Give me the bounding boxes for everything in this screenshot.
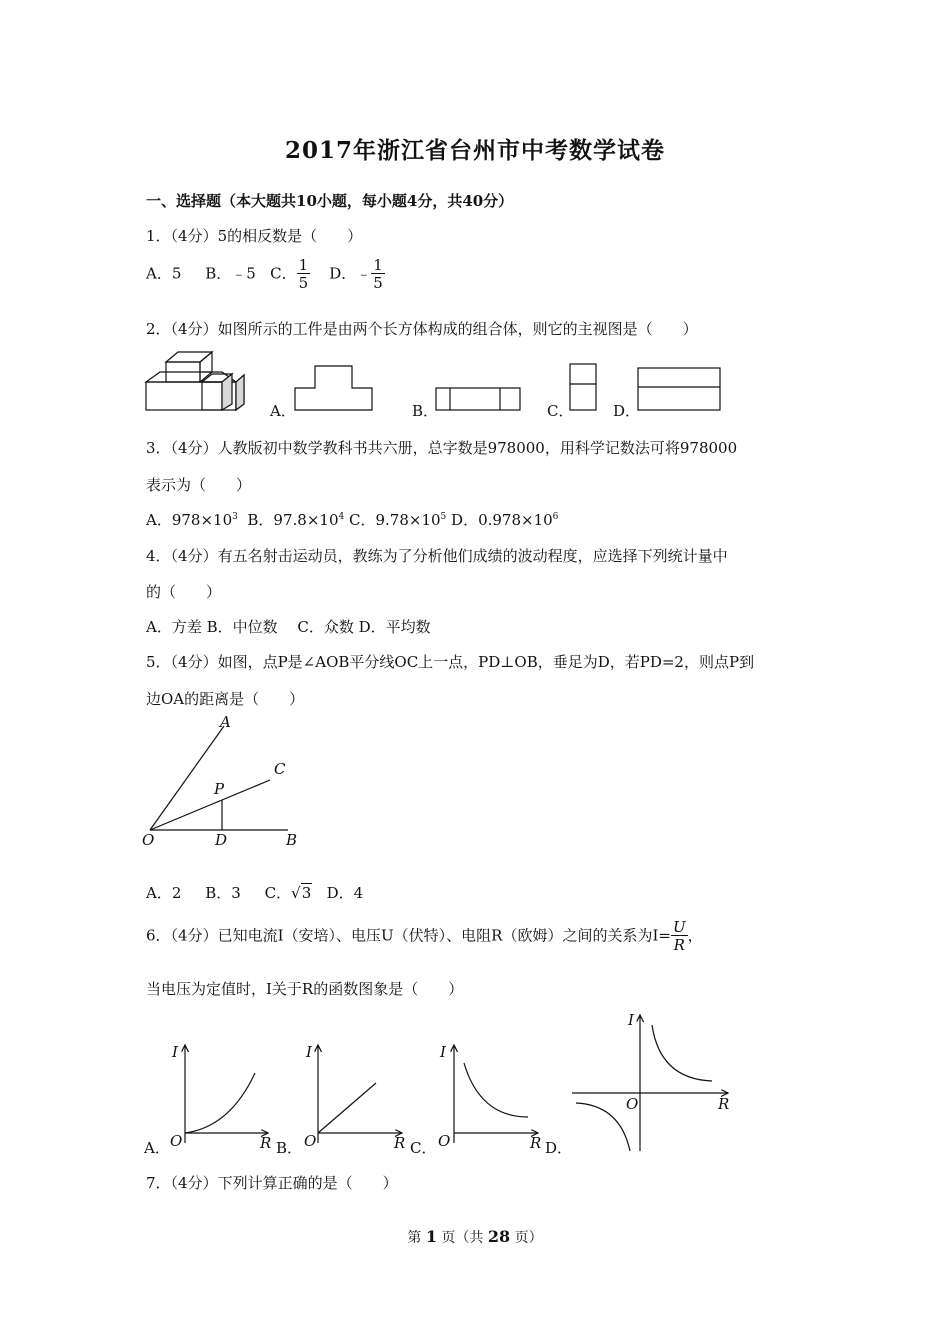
q1-option-b: B．﹣5 (205, 264, 256, 283)
footer-middle: 页（共 (436, 1230, 488, 1246)
section-heading: 一、选择题（本大题共10小题，每小题4分，共40分） (146, 192, 514, 210)
q6-option-a-label: A． (144, 1139, 170, 1157)
q5-option-a: A．2 (146, 884, 182, 902)
graph-c-axis-x: R (530, 1134, 542, 1152)
question-1-options (146, 258, 385, 291)
question-2-figures (140, 350, 740, 420)
q3-option-c: C．9.78×10 (349, 511, 441, 529)
question-5-stem-line1: 5．（4分）如图，点P是∠AOB平分线OC上一点，PD⊥OB，垂足为D，若PD=2，则点P到 (146, 653, 755, 671)
page-title: 2017年浙江省台州市中考数学试卷 (284, 137, 665, 164)
q3-a-exponent: 3 (232, 512, 238, 522)
question-6-graphs (140, 1005, 740, 1165)
page-footer (0, 1227, 950, 1247)
question-7-stem: 7．（4分）下列计算正确的是（ ） (146, 1174, 398, 1192)
q1-d-numerator: 1 (373, 256, 383, 274)
q1-option-c: C． (270, 264, 297, 283)
question-4-stem-line1: 4．（4分）有五名射击运动员，教练为了分析他们成绩的波动程度，应选择下列统计量中 (146, 547, 728, 565)
q6-option-d-label: D． (545, 1139, 573, 1157)
graph-d (572, 1015, 728, 1151)
question-4-options: A．方差 B．中位数 C．众数 D．平均数 (146, 618, 431, 636)
q5-c-radicand: 3 (301, 884, 312, 902)
option-b-front-view (436, 388, 520, 410)
label-o: O (142, 831, 155, 849)
label-c: C (274, 760, 286, 778)
q6-denominator: R (673, 936, 685, 954)
question-1-stem: 1．（4分）5的相反数是（ ） (146, 227, 363, 245)
question-4-stem-line2: 的（ ） (146, 583, 222, 601)
graph-a-axis-x: R (260, 1134, 272, 1152)
question-6-stem-line2: 当电压为定值时，I关于R的函数图象是（ ） (146, 980, 464, 998)
question-3-options (146, 509, 558, 530)
footer-total-pages: 28 (487, 1227, 511, 1246)
q6-option-b-label: B． (276, 1139, 303, 1157)
graph-b-origin: O (304, 1132, 317, 1150)
q1-c-numerator: 1 (298, 256, 309, 274)
q6-stem-text: 6．（4分）已知电流I（安培）、电压U（伏特）、电阻R（欧姆）之间的关系为I= (146, 926, 671, 945)
q5-option-c: C． (264, 884, 292, 902)
graph-d-origin: O (626, 1095, 639, 1113)
graph-b-axis-y: I (306, 1043, 312, 1061)
graph-a-axis-y: I (172, 1043, 178, 1061)
question-3-stem-line2: 表示为（ ） (146, 476, 252, 494)
option-c-front-view (570, 364, 596, 410)
graph-d-axis-y: I (628, 1011, 634, 1029)
question-5-options: A．2 B．3 C．√3 D．4 (146, 884, 364, 902)
q3-option-b: B．97.8×10 (247, 511, 339, 529)
graph-b-axis-x: R (394, 1134, 406, 1152)
label-d: D (215, 831, 228, 849)
q3-d-exponent: 6 (552, 512, 559, 522)
question-3-stem-line1: 3．（4分）人教版初中数学教科书共六册，总字数是978000，用科学记数法可将978000 (146, 439, 738, 457)
q1-option-d-fraction (371, 258, 385, 291)
option-d-front-view (638, 368, 720, 410)
q2-option-d-label: D． (613, 402, 641, 420)
option-a-front-view (295, 366, 372, 410)
q3-option-d: D．0.978×10 (451, 511, 553, 529)
q1-d-denominator: 5 (373, 274, 383, 292)
graph-d-axis-x: R (718, 1095, 730, 1113)
question-2-stem: 2．（4分）如图所示的工件是由两个长方体构成的组合体，则它的主视图是（ ） (146, 320, 698, 338)
label-b: B (286, 831, 298, 849)
label-a: A (220, 713, 231, 731)
q3-option-a: A．978×10 (146, 511, 233, 529)
graph-a-origin: O (170, 1132, 183, 1150)
q5-option-d: D．4 (326, 884, 364, 902)
q6-option-c-label: C． (410, 1139, 437, 1157)
q2-option-b-label: B． (412, 402, 439, 420)
graph-c-axis-y: I (440, 1043, 446, 1061)
q6-stem-comma: ， (687, 926, 703, 945)
q6-formula-fraction (671, 920, 688, 953)
q1-option-d: D．﹣ (329, 264, 372, 283)
workpiece-3d-figure (146, 352, 244, 410)
q2-option-a-label: A． (270, 402, 296, 420)
graph-a (185, 1045, 268, 1143)
graph-b (318, 1045, 402, 1143)
q5-option-b: B．3 (205, 884, 241, 902)
graph-c-origin: O (438, 1132, 451, 1150)
q1-option-c-fraction (297, 258, 311, 291)
q1-c-denominator: 5 (298, 274, 309, 292)
footer-page-number: 1 (425, 1227, 437, 1246)
q1-option-a: A．5 (146, 264, 182, 283)
question-6-stem-line1 (146, 920, 703, 953)
graph-c (454, 1045, 538, 1143)
q6-numerator: U (672, 918, 686, 936)
label-p: P (214, 780, 225, 798)
footer-suffix: 页） (510, 1230, 543, 1246)
q3-b-exponent: 4 (338, 512, 345, 522)
question-5-stem-line2: 边OA的距离是（ ） (146, 690, 305, 708)
question-5-angle-figure (140, 712, 320, 852)
q2-option-c-label: C． (547, 402, 574, 420)
q3-c-exponent: 5 (440, 512, 447, 522)
footer-prefix: 第 (407, 1230, 426, 1246)
